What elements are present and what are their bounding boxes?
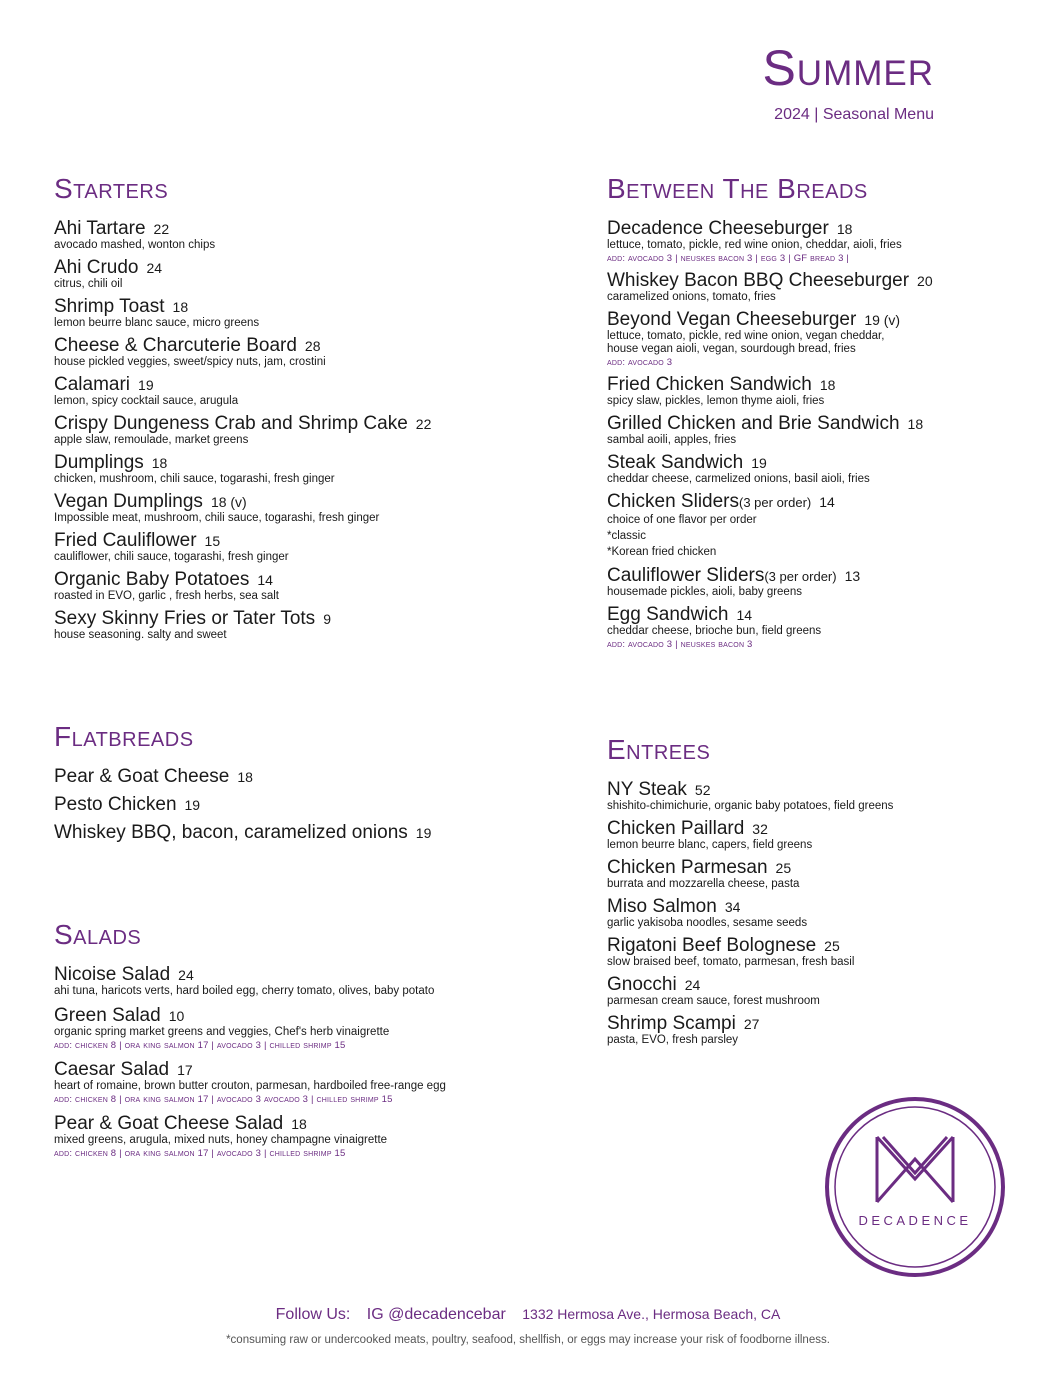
menu-item-price: 13 — [844, 568, 861, 584]
menu-item-name: Cauliflower Sliders — [607, 565, 765, 586]
menu-item — [54, 492, 534, 525]
menu-item-name: Rigatoni Beef Bolognese — [607, 935, 817, 956]
menu-item — [607, 858, 1007, 891]
menu-item — [54, 453, 534, 486]
section-heading: Flatbreads — [54, 721, 194, 752]
menu-item-line — [607, 975, 1007, 995]
menu-item-description: avocado mashed, wonton chips — [54, 239, 216, 251]
menu-item-line — [54, 375, 534, 395]
menu-item-line — [54, 492, 534, 512]
menu-item — [607, 492, 1007, 560]
menu-item-line — [54, 823, 534, 843]
menu-item-price: 14 — [819, 494, 835, 510]
menu-item-name: Shrimp Scampi — [607, 1013, 736, 1034]
menu-subtitle: 2024 | Seasonal Menu — [774, 106, 934, 123]
menu-item-option: *Korean fried chicken — [607, 546, 717, 558]
menu-item-option: *classic — [607, 530, 646, 542]
menu-item-name: Shrimp Toast — [54, 296, 165, 317]
menu-item-name: Gnocchi — [607, 974, 677, 995]
menu-item-price: 18 (v) — [210, 494, 247, 510]
menu-item-price: 19 (v) — [864, 312, 901, 328]
menu-item — [54, 767, 534, 787]
menu-item-line — [54, 570, 534, 590]
footer — [0, 1306, 1056, 1346]
menu-item-name: Pear & Goat Cheese — [54, 766, 230, 787]
menu-item-name: Cheese & Charcuterie Board — [54, 335, 297, 356]
menu-item-line — [54, 414, 534, 434]
menu-item-description: lemon beurre blanc, capers, field greens — [607, 839, 813, 851]
menu-item-line — [54, 965, 534, 985]
menu-item-price: 18 — [172, 299, 189, 315]
menu-item-line — [607, 414, 1007, 434]
menu-item-price: 18 — [151, 455, 168, 471]
menu-item-name: Caesar Salad — [54, 1059, 170, 1080]
menu-item-line — [607, 453, 1007, 473]
menu-item-name: Dumplings — [54, 452, 144, 473]
menu-item — [54, 570, 534, 603]
menu-item-description: burrata and mozzarella cheese, pasta — [607, 878, 800, 890]
menu-item-name: Grilled Chicken and Brie Sandwich — [607, 413, 900, 434]
menu-item-price: 14 — [736, 607, 753, 623]
menu-item-line — [607, 858, 1007, 878]
menu-item — [54, 1006, 534, 1052]
menu-item — [54, 609, 534, 642]
menu-item-description: slow braised beef, tomato, parmesan, fresh basil — [607, 956, 855, 968]
menu-item-description: parmesan cream sauce, forest mushroom — [607, 995, 820, 1007]
menu-item-description: citrus, chili oil — [54, 278, 123, 290]
menu-item-name: Pear & Goat Cheese Salad — [54, 1113, 284, 1134]
menu-item-price: 22 — [153, 221, 170, 237]
menu-item-line — [54, 453, 534, 473]
menu-item — [607, 566, 1007, 599]
between-the-breads-section — [607, 173, 1007, 657]
menu-item — [54, 1114, 534, 1160]
menu-item-description: heart of romaine, brown butter crouton, parmesan, hardboiled free-range egg — [54, 1080, 446, 1092]
menu-item-line — [54, 531, 534, 551]
menu-item — [607, 219, 1007, 265]
menu-item — [607, 414, 1007, 447]
menu-item-line — [607, 780, 1007, 800]
menu-item-name: Crispy Dungeness Crab and Shrimp Cake — [54, 413, 408, 434]
menu-item-line — [607, 375, 1007, 395]
menu-item — [54, 795, 534, 815]
menu-item-name: Fried Cauliflower — [54, 530, 197, 551]
menu-item-description: caramelized onions, tomato, fries — [607, 291, 776, 303]
menu-item-price: 17 — [177, 1062, 193, 1078]
menu-item — [607, 310, 1007, 369]
menu-item-name: Egg Sandwich — [607, 604, 729, 625]
menu-item-description: garlic yakisoba noodles, sesame seeds — [607, 917, 808, 929]
menu-item-description: sambal aoili, apples, fries — [607, 434, 737, 446]
menu-item — [607, 271, 1007, 304]
menu-item-description: house seasoning. salty and sweet — [54, 629, 227, 641]
menu-item-line — [54, 219, 534, 239]
menu-item-price: 20 — [917, 273, 933, 289]
menu-item-name: Vegan Dumplings — [54, 491, 203, 512]
section-heading: Salads — [54, 919, 142, 950]
menu-item-line — [607, 897, 1007, 917]
menu-item-price: 18 — [291, 1116, 307, 1132]
menu-item-line — [54, 1114, 534, 1134]
menu-item-description: mixed greens, arugula, mixed nuts, honey champagne vinaigrette — [54, 1134, 388, 1146]
follow-label: Follow Us: — [275, 1306, 351, 1323]
menu-item-name: NY Steak — [607, 779, 687, 800]
menu-item — [54, 375, 534, 408]
menu-item-name: Green Salad — [54, 1005, 161, 1026]
section-heading: Starters — [54, 173, 169, 204]
menu-item — [607, 897, 1007, 930]
menu-item — [54, 965, 534, 998]
menu-item-name: Ahi Crudo — [54, 257, 139, 278]
menu-item-line — [607, 310, 1007, 330]
menu-item-description: organic spring market greens and veggies, Chef's herb vinaigrette — [54, 1026, 390, 1038]
menu-item-price: 19 — [184, 797, 201, 813]
menu-item-price: 24 — [178, 967, 194, 983]
menu-item-price: 15 — [204, 533, 221, 549]
menu-item-price: 28 — [304, 338, 321, 354]
menu-item-price: 10 — [168, 1008, 185, 1024]
menu-item-addons: add: chicken 8 | ora king salmon 17 | avocado 3 | chilled shrimp 15 — [54, 1040, 346, 1051]
menu-item — [54, 219, 534, 252]
menu-item-addons: add: avocado 3 | neuskes bacon 3 — [607, 639, 753, 650]
menu-item-note: (3 per order) — [764, 569, 837, 584]
menu-item-line — [54, 767, 534, 787]
menu-item — [607, 819, 1007, 852]
menu-item-line — [54, 1060, 534, 1080]
menu-item-line — [607, 1014, 1007, 1034]
menu-item-name: Miso Salmon — [607, 896, 717, 917]
menu-item-line — [607, 605, 1007, 625]
menu-item-description: cauliflower, chili sauce, togarashi, fresh ginger — [54, 551, 289, 563]
menu-item-price: 24 — [146, 260, 163, 276]
menu-item-description: cheddar cheese, brioche bun, field greens — [607, 625, 822, 637]
menu-item-name: Decadence Cheeseburger — [607, 218, 829, 239]
menu-item-description: house pickled veggies, sweet/spicy nuts, jam, crostini — [54, 356, 326, 368]
section-heading: Between The Breads — [607, 173, 868, 204]
menu-item-description: lemon beurre blanc sauce, micro greens — [54, 317, 260, 329]
menu-item-name: Nicoise Salad — [54, 964, 171, 985]
flatbreads-section — [54, 721, 534, 851]
menu-item-description: housemade pickles, aioli, baby greens — [607, 586, 802, 598]
entrees-section — [607, 734, 1007, 1053]
menu-item-description: shishito-chimichurie, organic baby potatoes, field greens — [607, 800, 894, 812]
menu-item-addons: add: avocado 3 — [607, 357, 673, 368]
menu-item-line — [54, 1006, 534, 1026]
address: 1332 Hermosa Ave., Hermosa Beach, CA — [522, 1306, 781, 1322]
menu-item-price: 19 — [138, 377, 154, 393]
logo-text: DECADENCE — [858, 1213, 972, 1228]
menu-item-description: house vegan aioli, vegan, sourdough bread, fries — [607, 343, 856, 355]
salads-section — [54, 919, 534, 1168]
menu-item — [607, 1014, 1007, 1047]
menu-item-description: lemon, spicy cocktail sauce, arugula — [54, 395, 239, 407]
menu-item-description: lettuce, tomato, pickle, red wine onion, vegan cheddar, — [607, 330, 885, 342]
menu-item-note: (3 per order) — [739, 495, 812, 510]
menu-item-price: 22 — [415, 416, 432, 432]
menu-title: Summer — [762, 40, 934, 96]
starters-section — [54, 173, 534, 648]
menu-item-price: 25 — [824, 938, 840, 954]
menu-item-name: Whiskey BBQ, bacon, caramelized onions — [54, 822, 408, 843]
menu-header — [762, 40, 934, 124]
menu-item-price: 14 — [257, 572, 273, 588]
menu-item-price: 9 — [323, 611, 331, 627]
menu-item-description: apple slaw, remoulade, market greens — [54, 434, 249, 446]
menu-item-price: 18 — [819, 377, 836, 393]
instagram-handle[interactable]: IG @decadencebar — [366, 1306, 506, 1323]
menu-item-line — [607, 819, 1007, 839]
menu-item-line — [54, 258, 534, 278]
menu-item-line — [607, 271, 1007, 291]
menu-item-price: 34 — [724, 899, 741, 915]
menu-item-price: 27 — [743, 1016, 760, 1032]
menu-item-name: Sexy Skinny Fries or Tater Tots — [54, 608, 316, 629]
menu-item-line — [54, 609, 534, 629]
disclaimer: *consuming raw or undercooked meats, poultry, seafood, shellfish, or eggs may increase your risk of foodborne illness. — [226, 1334, 830, 1346]
menu-item-price: 52 — [694, 782, 711, 798]
menu-item-price: 24 — [684, 977, 701, 993]
menu-item-description: ahi tuna, haricots verts, hard boiled egg, cherry tomato, olives, baby potato — [54, 985, 435, 997]
menu-item-line — [607, 566, 1007, 586]
menu-item-price: 18 — [907, 416, 924, 432]
social-line — [0, 1306, 1056, 1324]
menu-item-name: Calamari — [54, 374, 131, 395]
menu-item — [54, 258, 534, 291]
menu-item-name: Beyond Vegan Cheeseburger — [607, 309, 857, 330]
menu-item — [607, 975, 1007, 1008]
menu-item-price: 19 — [751, 455, 767, 471]
menu-item — [54, 1060, 534, 1106]
menu-item-line — [54, 336, 534, 356]
menu-item-description: roasted in EVO, garlic , fresh herbs, sea salt — [54, 590, 279, 602]
menu-item-description: pasta, EVO, fresh parsley — [607, 1034, 739, 1046]
menu-item-line — [54, 297, 534, 317]
menu-item-price: 32 — [752, 821, 768, 837]
menu-item — [54, 823, 534, 843]
menu-item-line — [607, 936, 1007, 956]
menu-item — [607, 936, 1007, 969]
menu-item-description: lettuce, tomato, pickle, red wine onion, cheddar, aioli, fries — [607, 239, 902, 251]
menu-item-option: choice of one flavor per order — [607, 514, 757, 526]
menu-item-addons: add: avocado 3 | neuskes bacon 3 | egg 3 | GF bread 3 | — [607, 253, 850, 264]
menu-item-line — [607, 219, 1007, 239]
menu-item-name: Chicken Parmesan — [607, 857, 768, 878]
menu-item-name: Fried Chicken Sandwich — [607, 374, 812, 395]
menu-item-addons: add: chicken 8 | ora king salmon 17 | avocado 3 | chilled shrimp 15 — [54, 1148, 346, 1159]
menu-item-name: Organic Baby Potatoes — [54, 569, 250, 590]
menu-item — [607, 375, 1007, 408]
menu-item-price: 18 — [237, 769, 253, 785]
menu-item-addons: add: chicken 8 | ora king salmon 17 | avocado 3 avocado 3 | chilled shrimp 15 — [54, 1094, 393, 1105]
section-heading: Entrees — [607, 734, 711, 765]
menu-item-name: Chicken Sliders — [607, 491, 739, 512]
menu-item-description: chicken, mushroom, chili sauce, togarashi, fresh ginger — [54, 473, 335, 485]
menu-item — [54, 297, 534, 330]
menu-item-price: 25 — [775, 860, 792, 876]
menu-item-description: spicy slaw, pickles, lemon thyme aioli, fries — [607, 395, 825, 407]
menu-item-description: cheddar cheese, carmelized onions, basil aioli, fries — [607, 473, 870, 485]
menu-item-price: 19 — [415, 825, 432, 841]
menu-item-name: Whiskey Bacon BBQ Cheeseburger — [607, 270, 910, 291]
menu-item-price: 18 — [836, 221, 853, 237]
menu-item — [607, 453, 1007, 486]
menu-item-name: Steak Sandwich — [607, 452, 744, 473]
menu-item — [54, 414, 534, 447]
menu-item — [607, 605, 1007, 651]
menu-item-name: Pesto Chicken — [54, 794, 177, 815]
menu-item — [54, 531, 534, 564]
menu-item-name: Ahi Tartare — [54, 218, 146, 239]
menu-item-line — [607, 492, 1007, 512]
menu-item — [54, 336, 534, 369]
menu-item-name: Chicken Paillard — [607, 818, 745, 839]
decadence-logo-icon — [825, 1097, 1005, 1277]
menu-item-line — [54, 795, 534, 815]
menu-item-description: Impossible meat, mushroom, chili sauce, togarashi, fresh ginger — [54, 512, 380, 524]
menu-item — [607, 780, 1007, 813]
